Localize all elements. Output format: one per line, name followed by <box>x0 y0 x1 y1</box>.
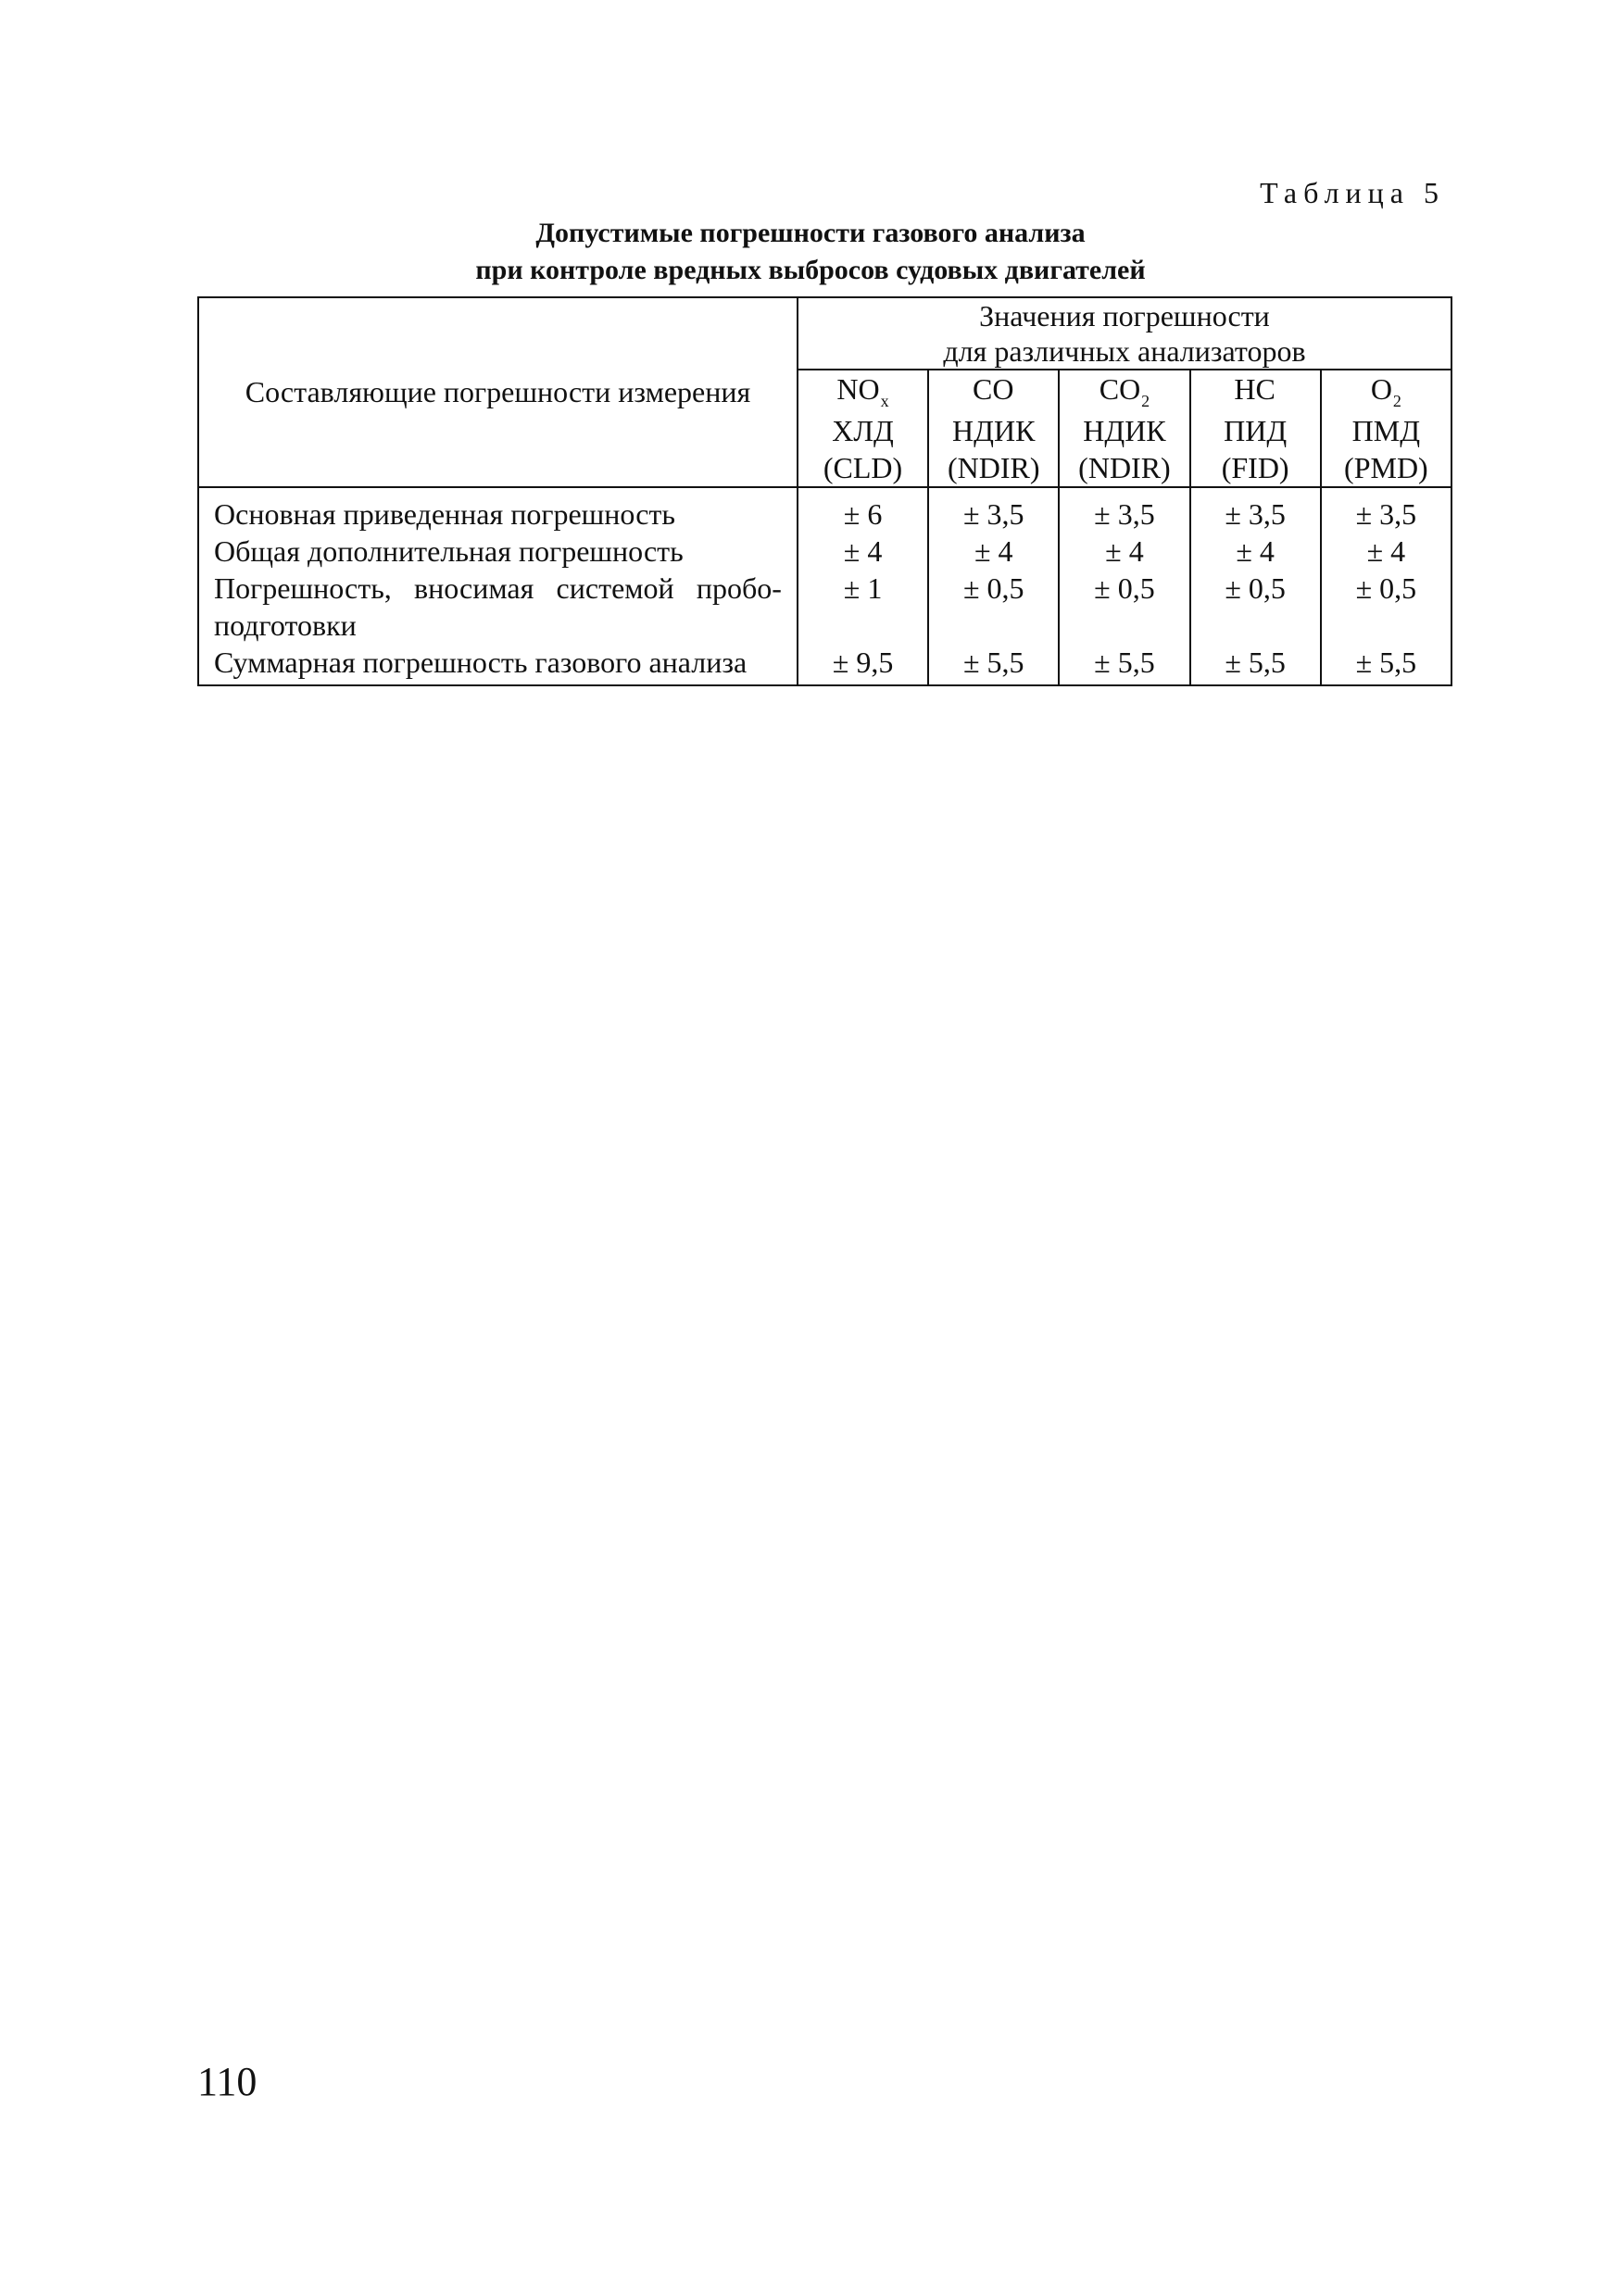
analyzer-type-ru: НДИК <box>952 414 1036 447</box>
gas-formula: CO <box>973 372 1014 406</box>
row-label: Суммарная погрешность газового анализа <box>198 644 798 685</box>
analyzer-gas <box>1322 370 1451 412</box>
analyzer-gas <box>929 370 1058 412</box>
gas-subscript: 2 <box>1392 392 1401 410</box>
gas-formula: O <box>1370 372 1392 406</box>
analyzer-gas <box>1191 370 1320 412</box>
row-label <box>198 570 798 644</box>
analyzer-type-ru: ПМД <box>1351 414 1421 447</box>
table-cell: ± 4 <box>798 533 928 570</box>
table-row <box>198 570 1451 644</box>
row-label-line-1: Погрешность, вносимая системой пробо- <box>214 571 782 605</box>
group-header-cell <box>798 297 1451 370</box>
group-header-line-2: для различных анализаторов <box>943 334 1306 368</box>
table-cell: ± 5,5 <box>1059 644 1189 685</box>
table-cell: ± 4 <box>1190 533 1321 570</box>
analyzer-type-en: (FID) <box>1221 451 1289 484</box>
gas-formula: CO <box>1099 372 1141 406</box>
table-cell: ± 3,5 <box>1321 487 1451 533</box>
analyzer-type-en: (PMD) <box>1344 451 1428 484</box>
table-cell: ± 5,5 <box>928 644 1059 685</box>
analyzer-type-en: (NDIR) <box>1078 451 1171 484</box>
row-label: Основная приведенная погрешность <box>198 487 798 533</box>
analyzer-type-en: (CLD) <box>823 451 903 484</box>
table-cell: ± 9,5 <box>798 644 928 685</box>
table-number-label: Таблица 5 <box>1260 176 1445 209</box>
page-number: 110 <box>197 2059 258 2104</box>
gas-subscript: x <box>880 392 889 410</box>
error-values-table <box>197 296 1452 686</box>
analyzer-header-co <box>928 370 1059 487</box>
analyzer-type-ru: ПИД <box>1224 414 1288 447</box>
table-cell: ± 3,5 <box>928 487 1059 533</box>
table-cell: ± 3,5 <box>1059 487 1189 533</box>
table-cell: ± 0,5 <box>1190 570 1321 644</box>
table-cell: ± 0,5 <box>928 570 1059 644</box>
table-cell: ± 4 <box>928 533 1059 570</box>
table-cell: ± 3,5 <box>1190 487 1321 533</box>
table-cell: ± 5,5 <box>1321 644 1451 685</box>
table-header-row-1 <box>198 297 1451 370</box>
analyzer-header-hc <box>1190 370 1321 487</box>
row-header-cell: Составляющие погрешности измерения <box>198 297 798 487</box>
table-title <box>0 215 1621 289</box>
analyzer-type-ru: НДИК <box>1083 414 1166 447</box>
analyzer-gas <box>798 370 927 412</box>
gas-formula: NO <box>836 372 880 406</box>
analyzer-type-en: (NDIR) <box>947 451 1040 484</box>
table-title-line-2: при контроле вредных выбросов судовых двигателей <box>475 255 1146 285</box>
group-header-line-1: Значения погрешности <box>979 299 1270 332</box>
table-cell: ± 0,5 <box>1321 570 1451 644</box>
analyzer-header-o2 <box>1321 370 1451 487</box>
table-row <box>198 533 1451 570</box>
table-cell: ± 0,5 <box>1059 570 1189 644</box>
table-cell: ± 1 <box>798 570 928 644</box>
gas-subscript: 2 <box>1141 392 1150 410</box>
table-cell: ± 4 <box>1059 533 1189 570</box>
table-title-line-1: Допустимые погрешности газового анализа <box>535 218 1086 248</box>
analyzer-gas <box>1060 370 1188 412</box>
analyzer-header-co2 <box>1059 370 1189 487</box>
row-label-line-2: подготовки <box>214 609 357 642</box>
table-cell: ± 5,5 <box>1190 644 1321 685</box>
table-row <box>198 487 1451 533</box>
row-label: Общая дополнительная погрешность <box>198 533 798 570</box>
table-row <box>198 644 1451 685</box>
analyzer-type-ru: ХЛД <box>832 414 894 447</box>
analyzer-header-nox <box>798 370 928 487</box>
table-cell: ± 4 <box>1321 533 1451 570</box>
gas-formula: HC <box>1234 372 1275 406</box>
table-cell: ± 6 <box>798 487 928 533</box>
